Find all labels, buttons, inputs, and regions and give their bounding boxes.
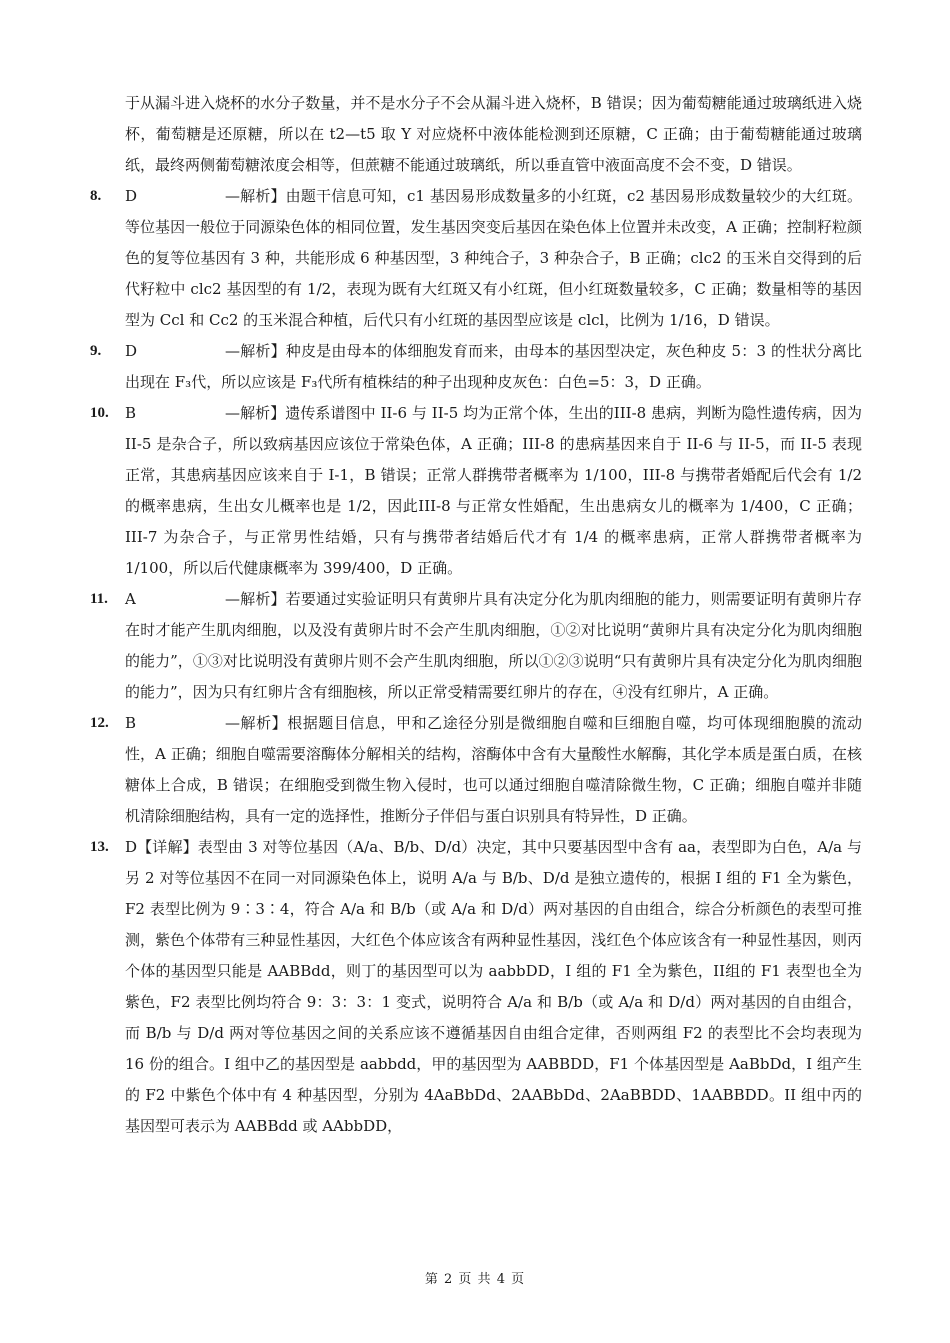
question-number: 13. [90,839,109,855]
answer-letter: D [125,342,138,360]
explanation-item-13 [90,832,862,1142]
question-number: 9. [90,343,102,359]
explanation-item-9 [90,336,862,398]
question-number: 11. [90,591,108,607]
explanation-text: —解析】遗传系谱图中 II-6 与 II-5 均为正常个体，生出的III-8 患病，判断为隐性遗传病，因为 II-5 是杂合子，所以致病基因应该位于常染色体，A 正确；III-8 的患病基因来自于 II-6 与 II-5，而 II-5 表现正常，其患病基因应该来自于 I-1，B 错误；正常人群携带者概率为 1/100，III-8 与携带者婚配后代会有 1/2 的概率患病，生出女儿概率也是 1/2，因此III-8 与正常女性婚配，生出患病女儿的概率为 1/400，C 正确；III-7 为杂合子，与正常男性结婚，只有与携带者结婚后代才有 1/4 的概率患病，正常人群携带者概率为 1/100，所以后代健康概率为 399/400，D 正确。 [125,404,862,577]
explanation-text: —解析】若要通过实验证明只有黄卵片具有决定分化为肌肉细胞的能力，则需要证明有黄卵片存在时才能产生肌肉细胞，以及没有黄卵片时不会产生肌肉细胞，①②对比说明“黄卵片具有决定分化为肌肉细胞的能力”，①③对比说明没有黄卵片则不会产生肌肉细胞，所以①②③说明“只有黄卵片具有决定分化为肌肉细胞的能力”，因为只有红卵片含有细胞核，所以正常受精需要红卵片的存在，④没有红卵片，A 正确。 [125,590,862,701]
explanation-text: 表型由 3 对等位基因（A/a、B/b、D/d）决定，其中只要基因型中含有 aa，表型即为白色，A/a 与另 2 对等位基因不在同一对同源染色体上，说明 A/a 与 B/b、D/d 是独立遗传的，根据 I 组的 F1 全为紫色，F2 表型比例为 9∶3∶4，符合 A/a 和 B/b（或 A/a 和 D/d）两对基因的自由组合，综合分析颜色的表型可推测，紫色个体带有三种显性基因，大红色个体应该含有两种显性基因，浅红色个体应该含有一种显性基因，则丙个体的基因型只能是 AABBdd，则丁的基因型可以为 aabbDD，I 组的 F1 全为紫色，II组的 F1 表型也全为紫色，F2 表型比例均符合 9：3：3：1 变式，说明符合 A/a 和 B/b（或 A/a 和 D/d）两对基因的自由组合，而 B/b 与 D/d 两对等位基因之间的关系应该不遵循基因自由组合定律，否则两组 F2 的表型比不会均表现为 16 份的组合。I 组中乙的基因型是 aabbdd，甲的基因型为 AABBDD，F1 个体基因型是 AaBbDd，I 组产生的 F2 中紫色个体中有 4 种基因型，分别为 4AaBbDd、2AABbDd、2AaBBDD、1AABBDD。II 组中丙的基因型可表示为 AABBdd 或 AAbbDD， [125,838,862,1135]
answer-letter: B [125,404,137,422]
explanation-text: —解析】根据题目信息，甲和乙途径分别是微细胞自噬和巨细胞自噬，均可体现细胞膜的流动性，A 正确；细胞自噬需要溶酶体分解相关的结构，溶酶体中含有大量酸性水解酶，其化学本质是蛋白质，在核糖体上合成，B 错误；在细胞受到微生物入侵时，也可以通过细胞自噬清除微生物，C 正确；细胞自噬并非随机清除细胞结构，具有一定的选择性，推断分子伴侣与蛋白识别具有特异性，D 正确。 [125,714,862,825]
explanation-item-8 [90,181,862,336]
answer-letter: D [125,187,138,205]
question-number: 12. [90,715,109,731]
question-number: 10. [90,405,109,421]
question-number: 8. [90,188,102,204]
explanation-text: —解析】由题干信息可知，c1 基因易形成数量多的小红斑，c2 基因易形成数量较少的大红斑。等位基因一般位于同源染色体的相同位置，发生基因突变后基因在染色体上位置并未改变，A 正确；控制籽粒颜色的复等位基因有 3 种，共能形成 6 种基因型，3 种纯合子，3 种杂合子，B 正确；clc2 的玉米自交得到的后代籽粒中 clc2 基因型的有 1/2，表现为既有大红斑又有小红斑，但小红斑数量较多，C 正确；数量相等的基因型为 Ccl 和 Cc2 的玉米混合种植，后代只有小红斑的基因型应该是 clcl，比例为 1/16，D 错误。 [125,187,862,329]
explanation-text: —解析】种皮是由母本的体细胞发育而来，由母本的基因型决定，灰色种皮 5：3 的性状分离比出现在 F₃代，所以应该是 F₃代所有植株结的种子出现种皮灰色：白色=5：3，D 正确。 [125,342,862,391]
explanation-item-11 [90,584,862,708]
continued-explanation-7: 于从漏斗进入烧杯的水分子数量，并不是水分子不会从漏斗进入烧杯，B 错误；因为葡萄糖能通过玻璃纸进入烧杯，葡萄糖是还原糖，所以在 t2—t5 取 Y 对应烧杯中液体能检测到还原糖，C 正确；由于葡萄糖能通过玻璃纸，最终两侧葡萄糖浓度会相等，但蔗糖不能通过玻璃纸，所以垂直管中液面高度不会不变，D 错误。 [125,94,862,174]
explanation-item-12 [90,708,862,832]
answer-letter: A [125,590,136,608]
page-footer: 第 2 页 共 4 页 [424,1272,526,1287]
explanation-item-10 [90,398,862,584]
answer-letter: D【详解】 [125,838,198,856]
answer-explanations [90,88,862,1142]
answer-letter: B [125,714,137,732]
